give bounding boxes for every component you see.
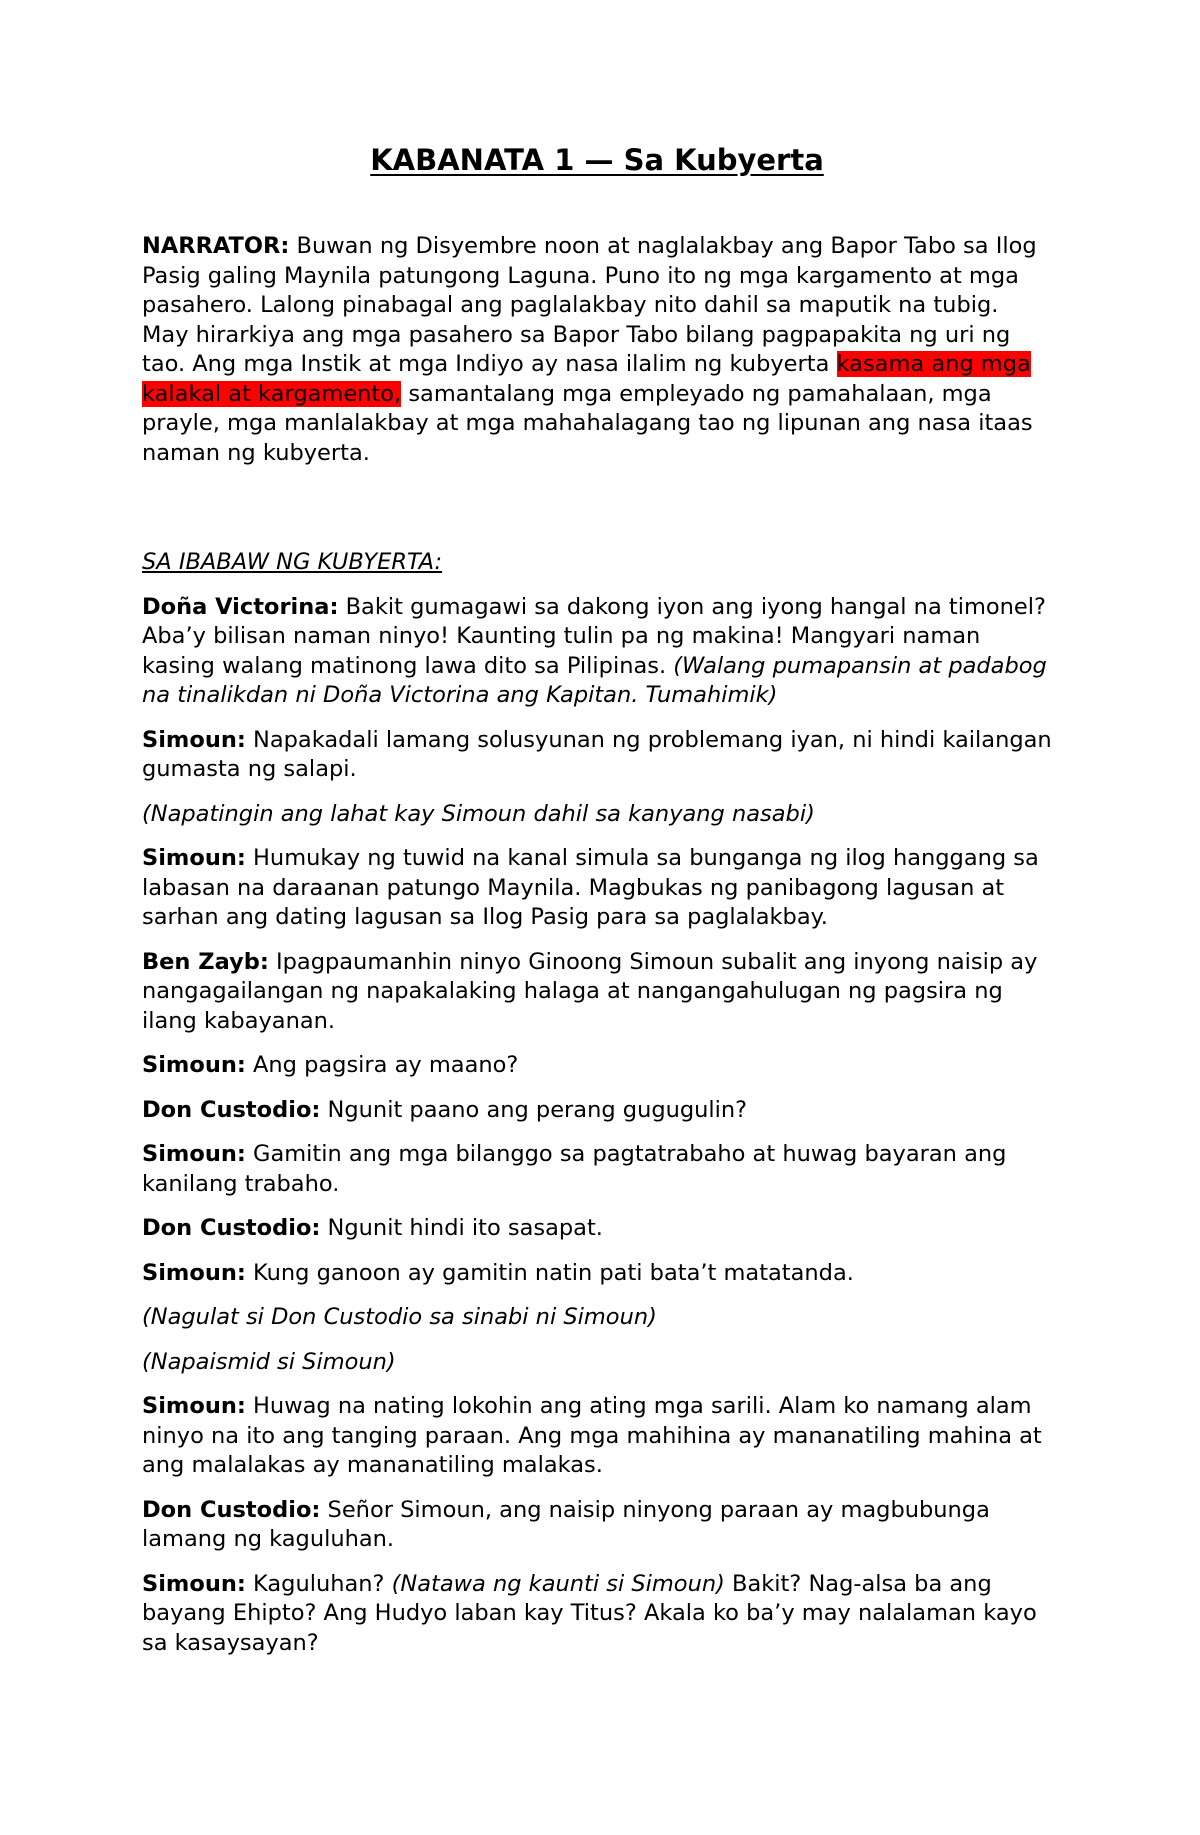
chapter-title: KABANATA 1 — Sa Kubyerta xyxy=(370,143,824,177)
highlighted-text: kasama ang mga kalakal at kargamento, xyxy=(142,351,1031,407)
stage-direction: (Napatingin ang lahat kay Simoun dahil sa kanyang nasabi) xyxy=(142,800,815,827)
dialogue-text: Gamitin ang mga bilanggo sa pagtatrabaho at huwag bayaran ang kanilang trabaho. xyxy=(142,1141,1007,1197)
dialogue-text: Señor Simoun, ang naisip ninyong paraan ay magbubunga lamang ng kaguluhan. xyxy=(142,1496,990,1552)
dialogue-text: Ngunit paano ang perang gugugulin? xyxy=(320,1096,748,1123)
dialogue-text: Ang pagsira ay maano? xyxy=(245,1052,519,1078)
dialogue-line xyxy=(142,1392,1052,1481)
dialogue-text: Kung ganoon ay gamitin natin pati bata’t matatanda. xyxy=(245,1259,854,1286)
narrator-text-cont: samantalang mga empleyado ng pamahalaan, mga prayle, mga manlalakbay at mga mahahalagang tao ng lipunan ang nasa itaas naman ng kubyerta. xyxy=(142,380,1033,466)
speaker-label: Simoun: xyxy=(142,1393,246,1419)
speaker-label: NARRATOR: xyxy=(142,233,290,259)
dialogue-text: Ngunit hindi ito sasapat. xyxy=(320,1215,603,1241)
dialogue-line xyxy=(142,1140,1052,1199)
dialogue-line xyxy=(142,1496,1052,1555)
dialogue-text-cont: Bakit? Nag-alsa ba ang bayang Ehipto? Ang Hudyo laban kay Titus? Akala ko ba’y may nalalaman kayo sa kasaysayan? xyxy=(142,1570,1037,1656)
speaker-label: Simoun: xyxy=(142,726,246,753)
dialogue-text: Napakadali lamang solusyunan ng problemang iyan, ni hindi kailangan gumasta ng salapi. xyxy=(142,726,1052,782)
dialogue-line xyxy=(142,1214,1052,1244)
speaker-label: Don Custodio: xyxy=(142,1496,321,1523)
dialogue-line xyxy=(142,948,1052,1037)
stage-direction: (Napaismid si Simoun) xyxy=(142,1348,396,1375)
speaker-label: Simoun: xyxy=(142,1141,246,1167)
dialogue-text: Bakit gumagawi sa dakong iyon ang iyong hangal na timonel? Aba’y bilisan naman ninyo! Kaunting tulin pa ng makina! Mangyari naman kasing walang matinong lawa dito sa Pilipinas. xyxy=(142,593,1046,679)
dialogue-text: Ipagpaumanhin ninyo Ginoong Simoun subalit ang inyong naisip ay nangagailangan ng napakalaking halaga at nangangahulugan ng pagsira ng ilang kabayanan. xyxy=(142,948,1038,1034)
speaker-label: Doña Victorina: xyxy=(142,593,339,620)
narrator-paragraph xyxy=(142,232,1052,468)
speaker-label: Simoun: xyxy=(142,1570,246,1597)
dialogue-text: Kaguluhan? xyxy=(245,1570,392,1597)
dialogue-line xyxy=(142,1096,1052,1126)
dialogue-line xyxy=(142,1570,1052,1659)
stage-direction: (Natawa ng kaunti si Simoun) xyxy=(391,1570,725,1597)
speaker-label: Simoun: xyxy=(142,1052,246,1078)
speaker-label: Simoun: xyxy=(142,1259,246,1286)
dialogue-line xyxy=(142,1051,1052,1081)
speaker-label: Simoun: xyxy=(142,845,246,871)
dialogue-line xyxy=(142,844,1052,933)
dialogue-line xyxy=(142,1259,1052,1289)
dialogue-line xyxy=(142,726,1052,785)
speaker-label: Don Custodio: xyxy=(142,1096,321,1123)
dialogue-line xyxy=(142,593,1052,711)
stage-direction: (Nagulat si Don Custodio sa sinabi ni Simoun) xyxy=(142,1304,657,1330)
speaker-label: Don Custodio: xyxy=(142,1215,321,1241)
narrator-text: Buwan ng Disyembre noon at naglalakbay ang Bapor Tabo sa Ilog Pasig galing Maynila patungong Laguna. Puno ito ng mga kargamento at mga pasahero. Lalong pinabagal ang paglalakbay nito dahil sa maputik na tubig. May hirarkiya ang mga pasahero sa Bapor Tabo bilang pagpapakita ng uri ng tao. Ang mga Instik at mga Indiyo ay nasa ilalim ng kubyerta xyxy=(142,233,1037,377)
stage-direction: (Walang pumapansin at padabog na tinalikdan ni Doña Victorina ang Kapitan. Tumahimik) xyxy=(142,652,1047,708)
speaker-label: Ben Zayb: xyxy=(142,948,269,975)
dialogue-text: Huwag na nating lokohin ang ating mga sarili. Alam ko namang alam ninyo na ito ang tanging paraan. Ang mga mahihina ay mananatiling mahina at ang malalakas ay mananatiling malakas. xyxy=(142,1393,1042,1478)
section-heading: SA IBABAW NG KUBYERTA: xyxy=(142,549,443,575)
dialogue-text: Humukay ng tuwid na kanal simula sa bunganga ng ilog hanggang sa labasan na daraanan patungo Maynila. Magbukas ng panibagong lagusan at sarhan ang dating lagusan sa Ilog Pasig para sa paglalakbay. xyxy=(142,845,1039,930)
